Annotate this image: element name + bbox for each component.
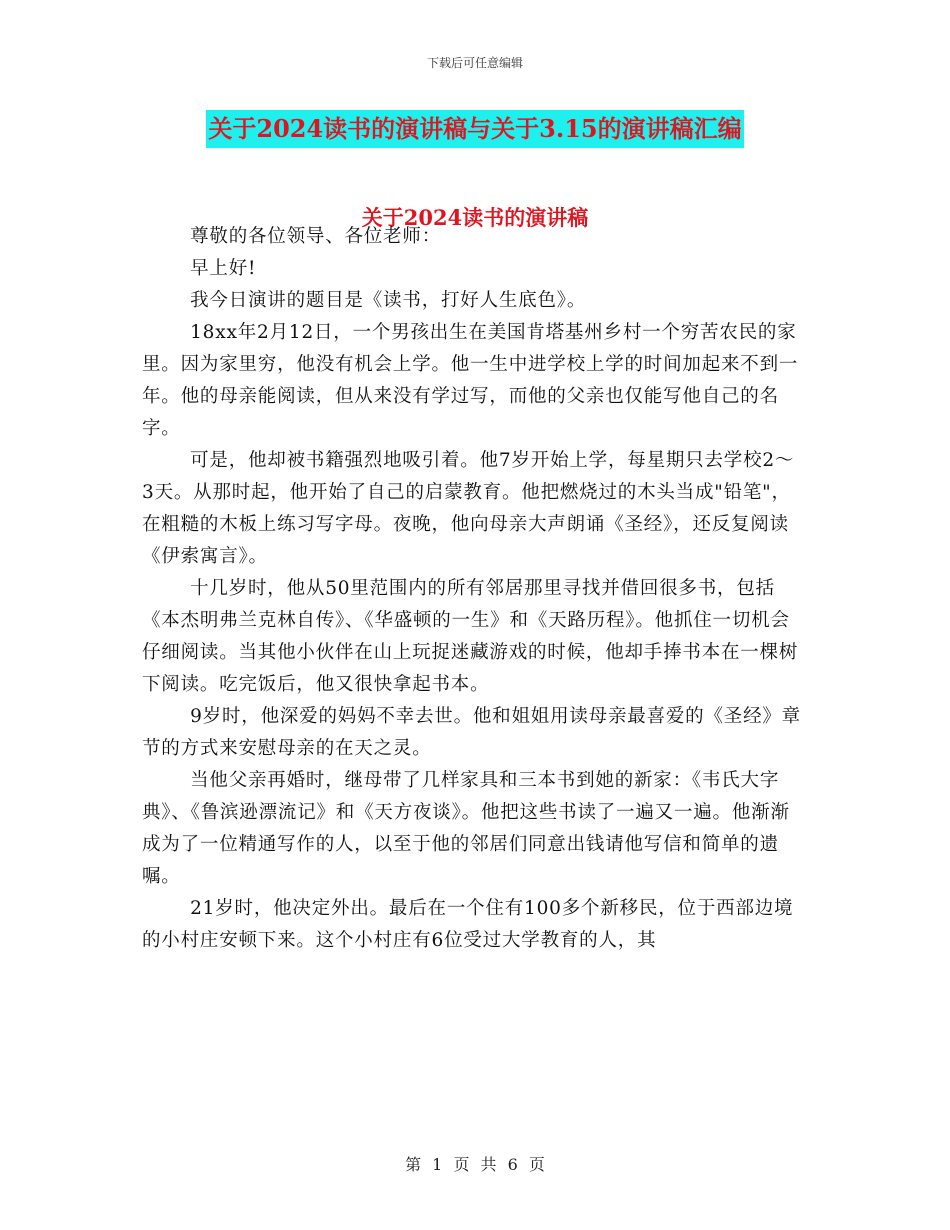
paragraph-topic: 我今日演讲的题目是《读书，打好人生底色》。 — [190, 290, 587, 311]
speech-body — [142, 221, 806, 957]
paragraph: 当他父亲再婚时，继母带了几样家具和三本书到她的新家：《韦氏大字典》、《鲁滨逊漂流记》和《天方夜谈》。他把这些书读了一遍又一遍。他渐渐成为了一位精通写作的人，以至于他的邻居们同意出钱请他写信和简单的遗嘱。 — [142, 770, 790, 887]
paragraph: 18xx年2月12日，一个男孩出生在美国肯塔基州乡村一个穷苦农民的家里。因为家里穷，他没有机会上学。他一生中进学校上学的时间加起来不到一年。他的母亲能阅读，但从来没有学过写，而他的父亲也仅能写他自己的名字。 — [142, 322, 799, 439]
paragraph: 9岁时，他深爱的妈妈不幸去世。他和姐姐用读母亲最喜爱的《圣经》章节的方式来安慰母亲的在天之灵。 — [142, 706, 801, 759]
document-title — [0, 110, 950, 148]
paragraph: 十几岁时，他从50里范围内的所有邻居那里寻找并借回很多书，包括《本杰明弗兰克林自传》、《华盛顿的一生》和《天路历程》。他抓住一切机会仔细阅读。当其他小伙伴在山上玩捉迷藏游戏的时候，他却手捧书本在一棵树下阅读。吃完饭后，他又很快拿起书本。 — [142, 578, 799, 695]
page-footer: 第 1 页 共 6 页 — [405, 1155, 545, 1174]
paragraph: 21岁时，他决定外出。最后在一个住有100多个新移民，位于西部边境的小村庄安顿下来。这个小村庄有6位受过大学教育的人，其 — [142, 898, 794, 951]
section-title: 关于2024读书的演讲稿 — [361, 205, 589, 230]
paragraph-greeting: 尊敬的各位领导、各位老师： — [190, 226, 441, 247]
document-title-text: 关于2024读书的演讲稿与关于3.15的演讲稿汇编 — [206, 110, 743, 148]
paragraph: 可是，他却被书籍强烈地吸引着。他7岁开始上学，每星期只去学校2～3天。从那时起，他开始了自己的启蒙教育。他把燃烧过的木头当成"铅笔"，在粗糙的木板上练习写字母。夜晚，他向母亲大声朗诵《圣经》，还反复阅读《伊索寓言》。 — [142, 450, 795, 567]
paragraph-salutation: 早上好! — [190, 258, 257, 279]
header-note: 下载后可任意编辑 — [426, 56, 523, 70]
